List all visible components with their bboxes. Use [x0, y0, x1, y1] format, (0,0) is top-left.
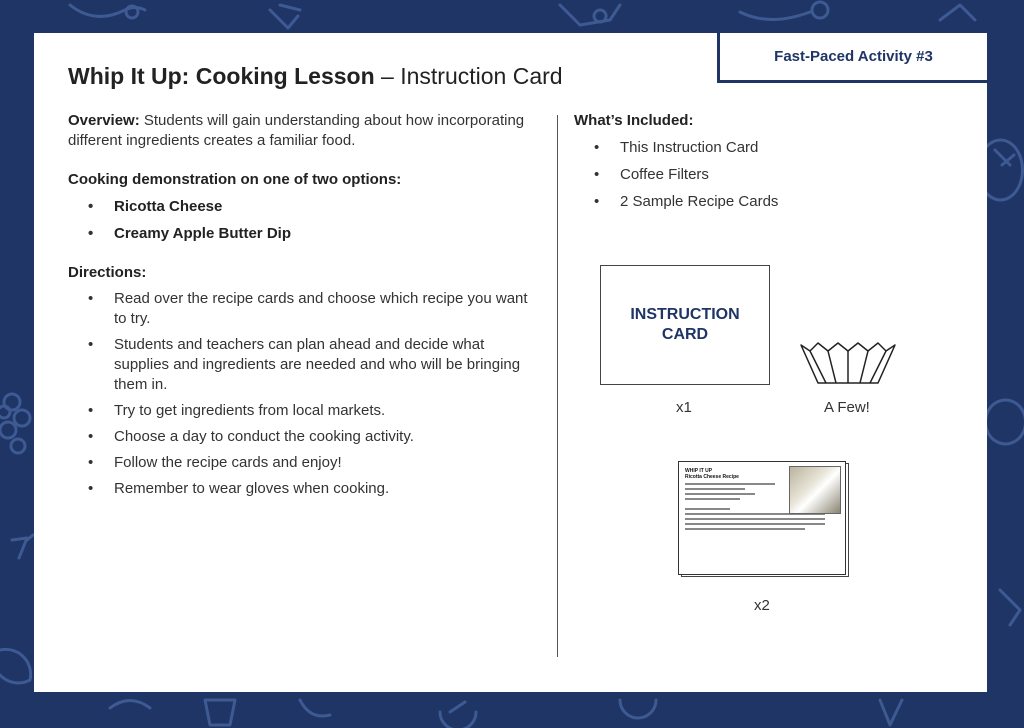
list-item: • Follow the recipe cards and enjoy! — [68, 453, 538, 473]
included-heading: What’s Included: — [574, 112, 694, 129]
page-title — [68, 63, 563, 90]
activity-tab — [717, 33, 987, 83]
list-item: • Creamy Apple Butter Dip — [68, 224, 538, 244]
list-item: • Read over the recipe cards and choose which recipe you want to try. — [68, 289, 538, 329]
overview-label: Overview: — [68, 112, 140, 129]
directions-list — [68, 289, 538, 499]
list-item: • Try to get ingredients from local markets. — [68, 401, 538, 421]
list-item: • Choose a day to conduct the cooking activity. — [68, 427, 538, 447]
instruction-card-qty: x1 — [676, 399, 692, 416]
left-column — [68, 111, 538, 499]
right-column — [574, 111, 974, 212]
list-item: • This Instruction Card — [574, 138, 974, 158]
coffee-filter-icon — [798, 341, 898, 386]
page-title-main: Whip It Up: Cooking Lesson — [68, 63, 375, 89]
activity-tab-label: Fast-Paced Activity #3 — [774, 48, 933, 65]
page-title-sub: – Instruction Card — [374, 63, 563, 89]
overview-text: Students will gain understanding about how incorporating different ingredients creates a familiar food. — [68, 112, 525, 149]
instruction-card-illustration-text: INSTRUCTION CARD — [630, 306, 740, 343]
list-item: • 2 Sample Recipe Cards — [574, 192, 974, 212]
instruction-card — [34, 33, 987, 692]
list-item: • Ricotta Cheese — [68, 197, 538, 217]
ricotta-photo — [789, 466, 841, 514]
filter-qty: A Few! — [824, 399, 870, 416]
column-divider — [557, 115, 558, 657]
demo-options-list — [68, 197, 538, 244]
recipe-card-subtitle: Ricotta Cheese Recipe — [685, 474, 739, 480]
list-item: • Remember to wear gloves when cooking. — [68, 479, 538, 499]
directions-heading: Directions: — [68, 264, 147, 281]
recipe-card-title: WHIP IT UP — [685, 468, 713, 474]
demo-heading: Cooking demonstration on one of two options: — [68, 171, 402, 188]
instruction-card-illustration — [600, 265, 770, 385]
recipe-qty: x2 — [754, 597, 770, 614]
overview — [68, 111, 538, 151]
list-item: • Students and teachers can plan ahead and decide what supplies and ingredients are needed and who will be bringing them in. — [68, 335, 538, 395]
included-list — [574, 138, 974, 212]
recipe-card-illustration — [678, 461, 850, 579]
list-item: • Coffee Filters — [574, 165, 974, 185]
